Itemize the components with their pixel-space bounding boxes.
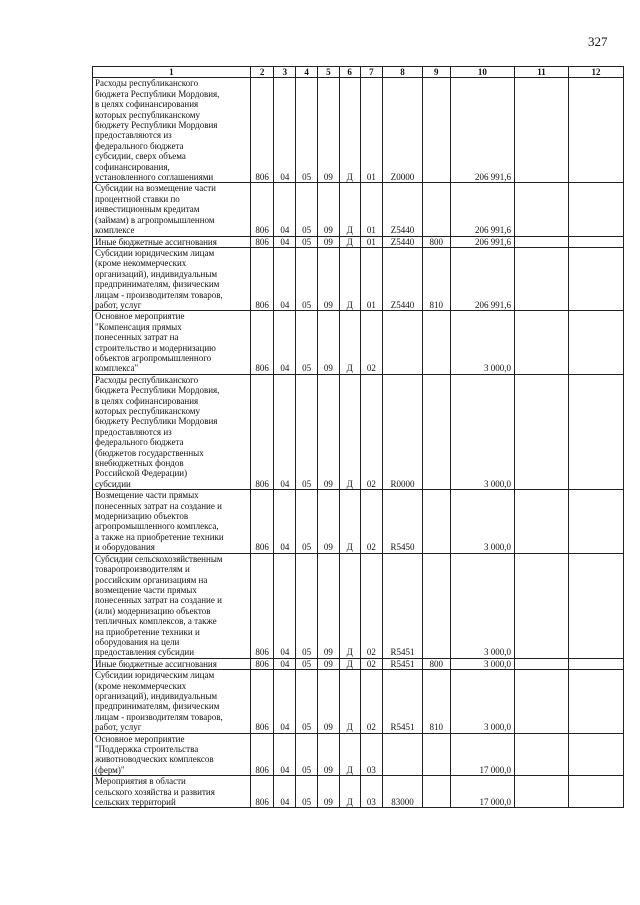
cell-col-7: 01 xyxy=(360,78,383,183)
cell-col-6: Д xyxy=(339,374,360,489)
cell-col-3: 04 xyxy=(274,311,296,374)
cell-col-12 xyxy=(568,236,623,247)
cell-col-11 xyxy=(515,658,569,669)
row-name-cell: Основное мероприятие "Поддержка строительства животноводческих комплексов (ферм)" xyxy=(93,733,251,776)
table-row xyxy=(93,490,624,553)
cell-col-12 xyxy=(568,776,623,808)
column-header: 8 xyxy=(383,67,422,78)
cell-col-5: 09 xyxy=(318,247,340,310)
cell-col-11 xyxy=(515,183,569,236)
row-name-cell: Иные бюджетные ассигнования xyxy=(93,658,251,669)
page-number: 327 xyxy=(588,34,608,49)
column-header: 2 xyxy=(250,67,274,78)
cell-col-9 xyxy=(422,553,450,658)
cell-col-4: 05 xyxy=(296,776,318,808)
cell-col-9: 800 xyxy=(422,658,450,669)
cell-col-5: 09 xyxy=(318,490,340,553)
cell-col-11 xyxy=(515,733,569,776)
cell-col-10: 3 000,0 xyxy=(450,553,514,658)
column-header: 9 xyxy=(422,67,450,78)
cell-col-12 xyxy=(568,553,623,658)
cell-col-3: 04 xyxy=(274,183,296,236)
row-name-cell: Расходы республиканского бюджета Республики Мордовия, в целях софинансирования которых республиканскому бюджету Республики Мордовия предоставляются из федерального бюджета субсидии, сверх объема софинансирования, установленного соглашениями xyxy=(93,78,251,183)
row-name-cell: Субсидии юридическим лицам (кроме некоммерческих организаций), индивидуальным предпринимателям, физическим лицам - производителям товаров, работ, услуг xyxy=(93,670,251,733)
cell-col-6: Д xyxy=(339,658,360,669)
cell-col-11 xyxy=(515,247,569,310)
table-header xyxy=(93,67,624,78)
cell-col-12 xyxy=(568,670,623,733)
cell-col-12 xyxy=(568,183,623,236)
cell-col-7: 02 xyxy=(360,553,383,658)
cell-col-4: 05 xyxy=(296,553,318,658)
cell-col-3: 04 xyxy=(274,553,296,658)
row-name-cell: Мероприятия в области сельского хозяйства и развития сельских территорий xyxy=(93,776,251,808)
cell-col-7: 02 xyxy=(360,374,383,489)
row-name-cell: Субсидии на возмещение части процентной ставки по инвестиционным кредитам (займам) в агропромышленном комплексе xyxy=(93,183,251,236)
column-header: 3 xyxy=(274,67,296,78)
cell-col-2: 806 xyxy=(250,658,274,669)
cell-col-4: 05 xyxy=(296,374,318,489)
cell-col-10: 3 000,0 xyxy=(450,311,514,374)
cell-col-4: 05 xyxy=(296,670,318,733)
cell-col-8: R5451 xyxy=(383,553,422,658)
cell-col-8: 83000 xyxy=(383,776,422,808)
cell-col-7: 03 xyxy=(360,776,383,808)
cell-col-2: 806 xyxy=(250,490,274,553)
cell-col-5: 09 xyxy=(318,78,340,183)
cell-col-4: 05 xyxy=(296,247,318,310)
cell-col-8: Z5440 xyxy=(383,236,422,247)
cell-col-2: 806 xyxy=(250,776,274,808)
row-name-cell: Субсидии сельскохозяйственным товаропроизводителям и российским организациям на возмещение части прямых понесенных затрат на создание и (или) модернизацию объектов тепличных комплексов, а также на приобретение техники и оборудования на цели предоставления субсидии xyxy=(93,553,251,658)
cell-col-9 xyxy=(422,311,450,374)
cell-col-10: 17 000,0 xyxy=(450,733,514,776)
cell-col-8: Z5440 xyxy=(383,183,422,236)
cell-col-6: Д xyxy=(339,183,360,236)
cell-col-2: 806 xyxy=(250,78,274,183)
cell-col-8: R5451 xyxy=(383,658,422,669)
cell-col-9 xyxy=(422,490,450,553)
cell-col-3: 04 xyxy=(274,490,296,553)
cell-col-12 xyxy=(568,733,623,776)
cell-col-2: 806 xyxy=(250,733,274,776)
cell-col-11 xyxy=(515,670,569,733)
cell-col-3: 04 xyxy=(274,236,296,247)
cell-col-6: Д xyxy=(339,670,360,733)
cell-col-4: 05 xyxy=(296,658,318,669)
cell-col-5: 09 xyxy=(318,553,340,658)
cell-col-4: 05 xyxy=(296,733,318,776)
cell-col-7: 01 xyxy=(360,236,383,247)
cell-col-3: 04 xyxy=(274,670,296,733)
cell-col-8 xyxy=(383,311,422,374)
cell-col-7: 01 xyxy=(360,183,383,236)
cell-col-7: 02 xyxy=(360,670,383,733)
cell-col-6: Д xyxy=(339,78,360,183)
cell-col-6: Д xyxy=(339,311,360,374)
cell-col-8 xyxy=(383,733,422,776)
table-row xyxy=(93,658,624,669)
cell-col-2: 806 xyxy=(250,670,274,733)
cell-col-9 xyxy=(422,183,450,236)
cell-col-5: 09 xyxy=(318,236,340,247)
cell-col-5: 09 xyxy=(318,776,340,808)
table-row xyxy=(93,776,624,808)
cell-col-5: 09 xyxy=(318,670,340,733)
table-row xyxy=(93,311,624,374)
cell-col-10: 3 000,0 xyxy=(450,658,514,669)
cell-col-6: Д xyxy=(339,490,360,553)
cell-col-8: R5450 xyxy=(383,490,422,553)
cell-col-2: 806 xyxy=(250,311,274,374)
cell-col-10: 206 991,6 xyxy=(450,247,514,310)
column-header: 1 xyxy=(93,67,251,78)
cell-col-2: 806 xyxy=(250,183,274,236)
cell-col-12 xyxy=(568,374,623,489)
cell-col-12 xyxy=(568,247,623,310)
cell-col-6: Д xyxy=(339,247,360,310)
cell-col-6: Д xyxy=(339,733,360,776)
cell-col-10: 206 991,6 xyxy=(450,236,514,247)
cell-col-9 xyxy=(422,374,450,489)
cell-col-8: Z5440 xyxy=(383,247,422,310)
table-row xyxy=(93,733,624,776)
cell-col-9: 810 xyxy=(422,247,450,310)
cell-col-8: R5451 xyxy=(383,670,422,733)
cell-col-11 xyxy=(515,236,569,247)
cell-col-3: 04 xyxy=(274,733,296,776)
cell-col-10: 206 991,6 xyxy=(450,183,514,236)
cell-col-8: R0000 xyxy=(383,374,422,489)
cell-col-9 xyxy=(422,733,450,776)
row-name-cell: Расходы республиканского бюджета Республики Мордовия, в целях софинансирования которых республиканскому бюджету Республики Мордовия предоставляются из федерального бюджета (бюджетов государственных внебюджетных фондов Российской Федерации) субсидии xyxy=(93,374,251,489)
cell-col-3: 04 xyxy=(274,658,296,669)
column-header: 7 xyxy=(360,67,383,78)
column-header: 6 xyxy=(339,67,360,78)
table-row xyxy=(93,553,624,658)
cell-col-5: 09 xyxy=(318,183,340,236)
cell-col-4: 05 xyxy=(296,78,318,183)
cell-col-9 xyxy=(422,78,450,183)
cell-col-11 xyxy=(515,553,569,658)
cell-col-11 xyxy=(515,374,569,489)
table-row xyxy=(93,236,624,247)
cell-col-3: 04 xyxy=(274,374,296,489)
cell-col-7: 01 xyxy=(360,247,383,310)
cell-col-7: 02 xyxy=(360,311,383,374)
row-name-cell: Основное мероприятие "Компенсация прямых понесенных затрат на строительство и модернизацию объектов агропромышленного комплекса" xyxy=(93,311,251,374)
cell-col-9: 810 xyxy=(422,670,450,733)
cell-col-5: 09 xyxy=(318,658,340,669)
cell-col-12 xyxy=(568,311,623,374)
cell-col-3: 04 xyxy=(274,78,296,183)
budget-table xyxy=(92,66,624,808)
table-row xyxy=(93,374,624,489)
cell-col-5: 09 xyxy=(318,374,340,489)
cell-col-6: Д xyxy=(339,553,360,658)
cell-col-10: 17 000,0 xyxy=(450,776,514,808)
row-name-cell: Возмещение части прямых понесенных затрат на создание и модернизацию объектов агропромышленного комплекса, а также на приобретение техники и оборудования xyxy=(93,490,251,553)
cell-col-11 xyxy=(515,311,569,374)
cell-col-3: 04 xyxy=(274,776,296,808)
cell-col-8: Z0000 xyxy=(383,78,422,183)
column-header: 11 xyxy=(515,67,569,78)
cell-col-4: 05 xyxy=(296,490,318,553)
cell-col-2: 806 xyxy=(250,236,274,247)
cell-col-9: 800 xyxy=(422,236,450,247)
column-header: 5 xyxy=(318,67,340,78)
row-name-cell: Субсидии юридическим лицам (кроме некоммерческих организаций), индивидуальным предпринимателям, физическим лицам - производителям товаров, работ, услуг xyxy=(93,247,251,310)
cell-col-12 xyxy=(568,658,623,669)
cell-col-10: 3 000,0 xyxy=(450,490,514,553)
cell-col-12 xyxy=(568,490,623,553)
cell-col-10: 3 000,0 xyxy=(450,374,514,489)
cell-col-6: Д xyxy=(339,236,360,247)
table-row xyxy=(93,183,624,236)
column-header: 4 xyxy=(296,67,318,78)
cell-col-2: 806 xyxy=(250,553,274,658)
cell-col-2: 806 xyxy=(250,247,274,310)
cell-col-7: 03 xyxy=(360,733,383,776)
column-header: 10 xyxy=(450,67,514,78)
cell-col-7: 02 xyxy=(360,658,383,669)
header-row xyxy=(93,67,624,78)
cell-col-11 xyxy=(515,490,569,553)
cell-col-4: 05 xyxy=(296,311,318,374)
cell-col-12 xyxy=(568,78,623,183)
table-body xyxy=(93,78,624,808)
cell-col-4: 05 xyxy=(296,236,318,247)
table-row xyxy=(93,670,624,733)
cell-col-7: 02 xyxy=(360,490,383,553)
cell-col-11 xyxy=(515,776,569,808)
table-row xyxy=(93,78,624,183)
cell-col-11 xyxy=(515,78,569,183)
cell-col-2: 806 xyxy=(250,374,274,489)
cell-col-4: 05 xyxy=(296,183,318,236)
cell-col-5: 09 xyxy=(318,311,340,374)
row-name-cell: Иные бюджетные ассигнования xyxy=(93,236,251,247)
cell-col-6: Д xyxy=(339,776,360,808)
table-row xyxy=(93,247,624,310)
cell-col-3: 04 xyxy=(274,247,296,310)
cell-col-10: 206 991,6 xyxy=(450,78,514,183)
cell-col-10: 3 000,0 xyxy=(450,670,514,733)
cell-col-9 xyxy=(422,776,450,808)
cell-col-5: 09 xyxy=(318,733,340,776)
column-header: 12 xyxy=(568,67,623,78)
